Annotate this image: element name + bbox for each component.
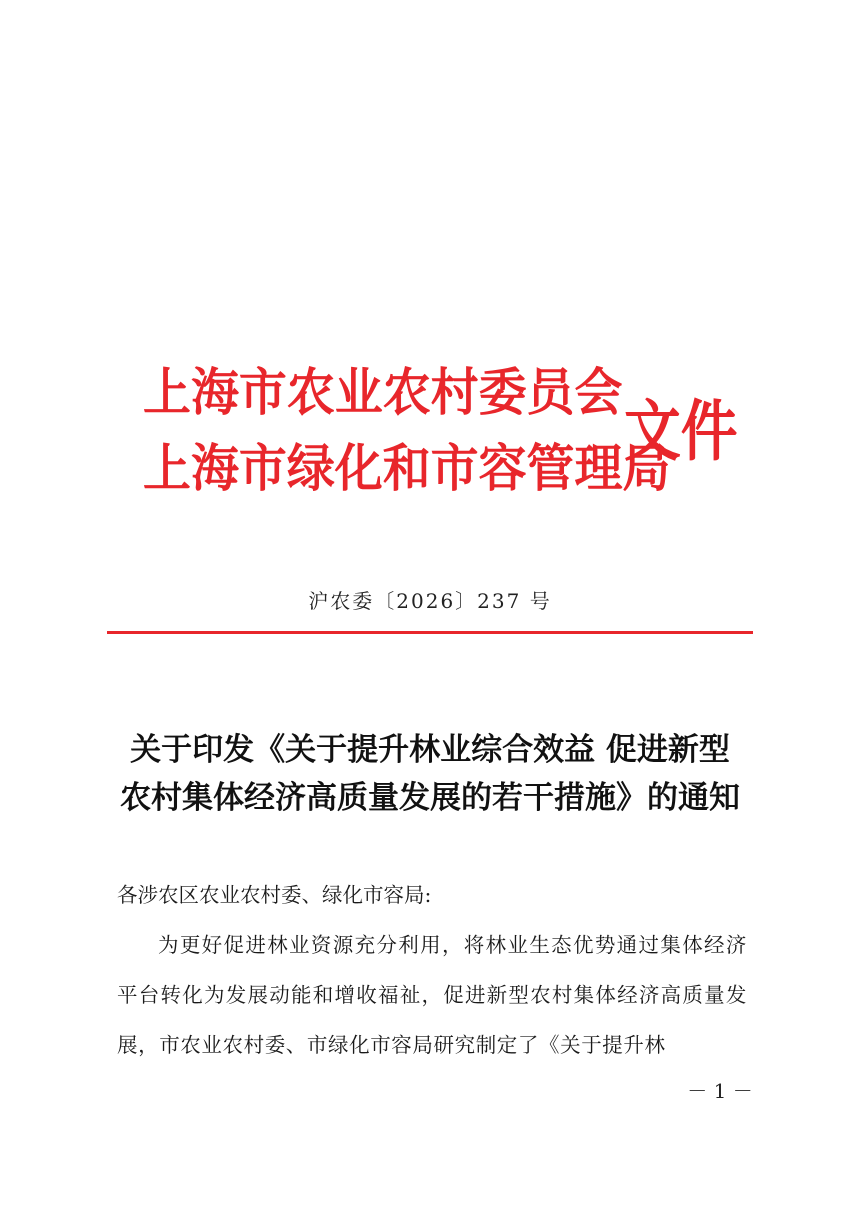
title-line-1: 关于印发《关于提升林业综合效益 促进新型	[130, 732, 730, 768]
document-number: 沪农委〔2026〕237 号	[308, 589, 552, 613]
red-divider	[107, 631, 753, 634]
document-body	[117, 870, 747, 1070]
issuer-agriculture-committee: 上海市农业农村委员会	[143, 364, 623, 423]
title-line-2: 农村集体经济高质量发展的若干措施》的通知	[120, 780, 740, 816]
issuer-greening-bureau: 上海市绿化和市容管理局	[143, 440, 671, 499]
document-suffix: 文件	[624, 393, 738, 470]
page-number: － 1 －	[687, 1079, 753, 1103]
salutation: 各涉农区农业农村委、绿化市容局:	[117, 883, 432, 907]
body-paragraph: 为更好促进林业资源充分利用，将林业生态优势通过集体经济平台转化为发展动能和增收福祉，促进新型农村集体经济高质量发展，市农业农村委、市绿化市容局研究制定了《关于提升林	[117, 933, 747, 1057]
document-title	[80, 726, 780, 822]
issuing-agencies	[143, 356, 671, 508]
